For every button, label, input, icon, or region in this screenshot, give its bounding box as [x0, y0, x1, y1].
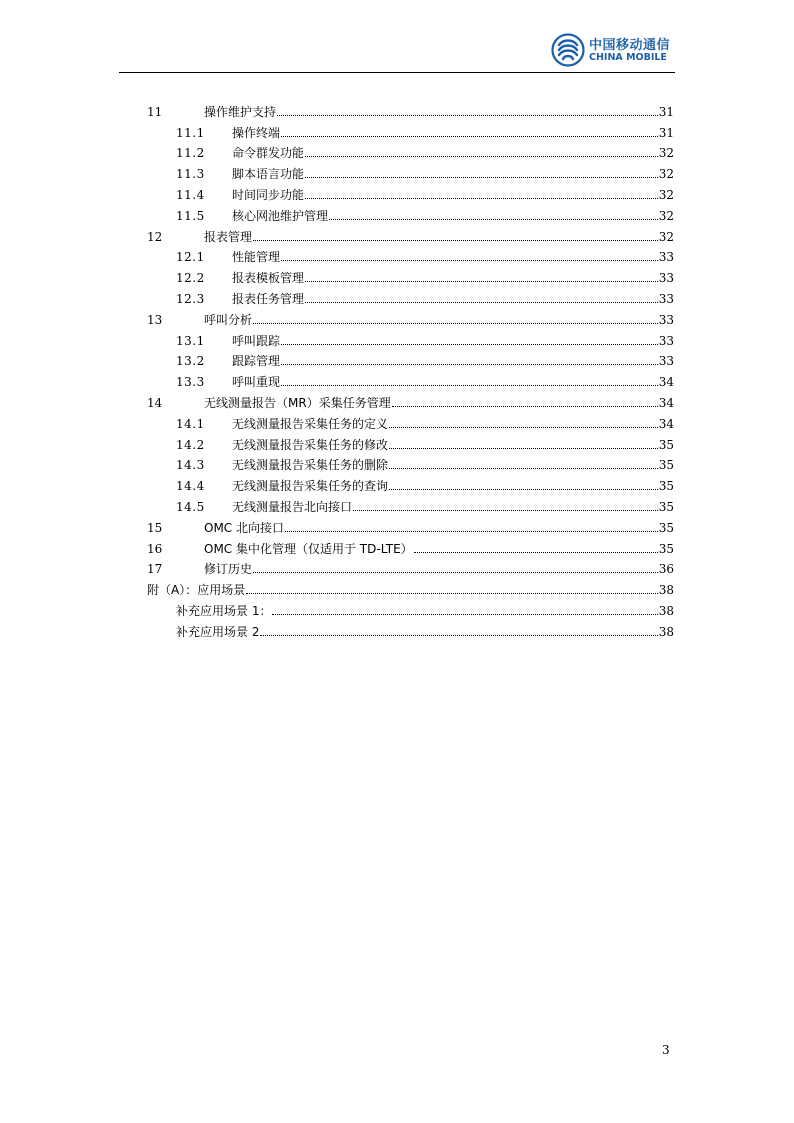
toc-dot-leader — [253, 571, 658, 573]
toc-dot-leader — [281, 259, 658, 261]
toc-entry-title: 性能管理 — [232, 250, 281, 265]
toc-entry-page: 35 — [658, 437, 674, 452]
toc-entry[interactable] — [147, 160, 674, 181]
toc-entry-page: 33 — [658, 271, 674, 286]
toc-entry[interactable] — [147, 264, 674, 285]
toc-dot-leader — [305, 197, 658, 199]
toc-entry[interactable] — [147, 452, 674, 473]
toc-entry-title: 无线测量报告采集任务的修改 — [232, 437, 389, 452]
toc-entry-number: 11.5 — [176, 208, 205, 223]
toc-entry[interactable] — [147, 389, 674, 410]
toc-entry-title: 补充应用场景 2 — [176, 624, 260, 639]
toc-entry-number: 11.1 — [176, 125, 205, 140]
toc-entry[interactable] — [147, 98, 674, 119]
toc-entry-number: 12.1 — [176, 250, 205, 265]
toc-entry[interactable] — [147, 140, 674, 161]
toc-entry-number: 12 — [147, 229, 163, 244]
toc-dot-leader — [260, 634, 657, 636]
toc-entry-page: 33 — [658, 312, 674, 327]
toc-entry-page: 34 — [658, 375, 674, 390]
china-mobile-logo-icon — [551, 33, 585, 67]
toc-entry-title: 补充应用场景 1： — [176, 603, 272, 618]
toc-entry[interactable] — [147, 181, 674, 202]
toc-entry-title: 修订历史 — [204, 562, 253, 577]
toc-entry-number: 14.5 — [176, 499, 205, 514]
toc-entry-number: 15 — [147, 520, 163, 535]
toc-entry-page: 38 — [658, 583, 674, 598]
toc-entry-title: 报表模板管理 — [232, 271, 305, 286]
toc-entry-page: 34 — [658, 395, 674, 410]
toc-entry-number: 11 — [147, 104, 163, 119]
toc-entry-page: 35 — [658, 458, 674, 473]
toc-dot-leader — [414, 551, 658, 553]
toc-entry[interactable] — [147, 618, 674, 639]
toc-entry-title: 无线测量报告（MR）采集任务管理 — [204, 395, 391, 410]
toc-entry-number: 11.4 — [176, 187, 205, 202]
toc-entry-number: 14.3 — [176, 458, 205, 473]
toc-entry[interactable] — [147, 472, 674, 493]
toc-entry-number: 13.1 — [176, 333, 205, 348]
toc-entry[interactable] — [147, 597, 674, 618]
toc-entry-page: 35 — [658, 479, 674, 494]
toc-entry-page: 32 — [658, 167, 674, 182]
toc-dot-leader — [281, 363, 658, 365]
toc-entry-number: 17 — [147, 562, 163, 577]
toc-entry[interactable] — [147, 348, 674, 369]
header-divider — [119, 72, 675, 73]
toc-entry-page: 32 — [658, 146, 674, 161]
toc-entry[interactable] — [147, 119, 674, 140]
toc-entry-title: 呼叫分析 — [204, 312, 253, 327]
toc-entry-title: 时间同步功能 — [232, 187, 305, 202]
table-of-contents — [147, 98, 674, 639]
toc-entry-title: 呼叫重现 — [232, 375, 281, 390]
toc-dot-leader — [329, 218, 658, 220]
toc-entry[interactable] — [147, 368, 674, 389]
toc-entry-title: 附（A）：应用场景 — [147, 583, 246, 598]
toc-entry-title: OMC 集中化管理（仅适用于 TD-LTE） — [204, 541, 413, 556]
toc-dot-leader — [272, 613, 657, 615]
toc-entry-title: 操作终端 — [232, 125, 281, 140]
toc-dot-leader — [253, 322, 658, 324]
toc-entry-page: 35 — [658, 520, 674, 535]
toc-entry[interactable] — [147, 410, 674, 431]
toc-dot-leader — [305, 280, 658, 282]
toc-entry-title: 呼叫跟踪 — [232, 333, 281, 348]
toc-entry-page: 32 — [658, 229, 674, 244]
toc-entry-page: 32 — [658, 187, 674, 202]
toc-entry[interactable] — [147, 431, 674, 452]
toc-entry-number: 14.1 — [176, 416, 205, 431]
toc-dot-leader — [389, 447, 658, 449]
toc-entry-page: 38 — [658, 624, 674, 639]
toc-dot-leader — [392, 405, 658, 407]
toc-entry-page: 33 — [658, 354, 674, 369]
toc-dot-leader — [253, 239, 658, 241]
toc-entry-title: 无线测量报告北向接口 — [232, 499, 353, 514]
china-mobile-logo — [551, 33, 675, 67]
toc-entry-number: 13 — [147, 312, 163, 327]
toc-entry-page: 35 — [658, 499, 674, 514]
toc-entry-title: 无线测量报告采集任务的定义 — [232, 416, 389, 431]
toc-entry[interactable] — [147, 576, 674, 597]
toc-entry[interactable] — [147, 535, 674, 556]
toc-entry-number: 11.2 — [176, 146, 205, 161]
toc-entry-page: 38 — [658, 603, 674, 618]
toc-dot-leader — [281, 135, 658, 137]
toc-dot-leader — [389, 467, 658, 469]
toc-entry-title: 核心网池维护管理 — [232, 208, 329, 223]
toc-dot-leader — [281, 384, 658, 386]
toc-entry[interactable] — [147, 493, 674, 514]
toc-dot-leader — [246, 592, 658, 594]
toc-entry[interactable] — [147, 223, 674, 244]
toc-entry-title: 脚本语言功能 — [232, 167, 305, 182]
toc-entry-number: 14 — [147, 395, 163, 410]
toc-entry-page: 35 — [658, 541, 674, 556]
logo-english-text: CHINA MOBILE — [589, 52, 667, 63]
toc-entry[interactable] — [147, 556, 674, 577]
toc-entry-number: 14.4 — [176, 479, 205, 494]
page-number: 3 — [662, 1043, 670, 1057]
toc-entry-number: 13.3 — [176, 375, 205, 390]
toc-entry-page: 33 — [658, 250, 674, 265]
toc-dot-leader — [389, 488, 658, 490]
toc-dot-leader — [389, 426, 658, 428]
logo-chinese-text: 中国移动通信 — [589, 38, 671, 53]
toc-entry-number: 16 — [147, 541, 163, 556]
toc-entry-page: 33 — [658, 333, 674, 348]
toc-entry-page: 36 — [658, 562, 674, 577]
toc-entry-number: 13.2 — [176, 354, 205, 369]
toc-entry-page: 33 — [658, 291, 674, 306]
toc-entry-number: 12.3 — [176, 291, 205, 306]
toc-dot-leader — [277, 114, 658, 116]
toc-entry[interactable] — [147, 306, 674, 327]
toc-entry[interactable] — [147, 514, 674, 535]
toc-entry[interactable] — [147, 202, 674, 223]
toc-entry-title: 无线测量报告采集任务的删除 — [232, 458, 389, 473]
toc-entry-title: 操作维护支持 — [204, 104, 277, 119]
toc-entry-title: OMC 北向接口 — [204, 520, 284, 535]
toc-entry-title: 报表任务管理 — [232, 291, 305, 306]
toc-entry-page: 34 — [658, 416, 674, 431]
toc-entry-number: 14.2 — [176, 437, 205, 452]
toc-entry[interactable] — [147, 285, 674, 306]
toc-entry-title: 命令群发功能 — [232, 146, 305, 161]
toc-dot-leader — [285, 530, 658, 532]
toc-entry-page: 31 — [658, 125, 674, 140]
toc-entry[interactable] — [147, 327, 674, 348]
toc-entry-page: 31 — [658, 104, 674, 119]
toc-dot-leader — [281, 343, 658, 345]
toc-dot-leader — [305, 155, 658, 157]
toc-entry-title: 跟踪管理 — [232, 354, 281, 369]
toc-entry-title: 报表管理 — [204, 229, 253, 244]
toc-entry-number: 12.2 — [176, 271, 205, 286]
toc-entry[interactable] — [147, 244, 674, 265]
toc-dot-leader — [305, 176, 658, 178]
toc-entry-page: 32 — [658, 208, 674, 223]
toc-dot-leader — [353, 509, 658, 511]
toc-entry-title: 无线测量报告采集任务的查询 — [232, 479, 389, 494]
toc-entry-number: 11.3 — [176, 167, 205, 182]
toc-dot-leader — [305, 301, 658, 303]
